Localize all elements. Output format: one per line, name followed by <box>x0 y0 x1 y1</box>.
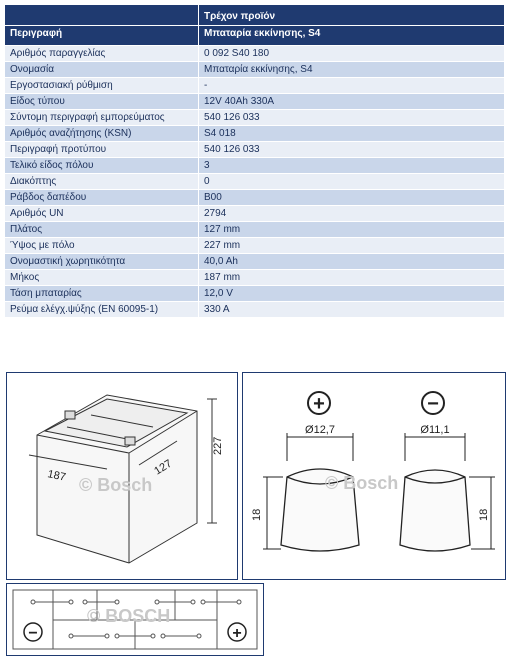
layout-drawing-panel <box>6 583 264 656</box>
row-label: Τελικό είδος πόλου <box>5 158 199 174</box>
watermark: © BOSCH <box>87 606 171 626</box>
table-row <box>5 46 505 62</box>
minus-symbol: − <box>427 393 439 415</box>
table-row <box>5 254 505 270</box>
table-row <box>5 190 505 206</box>
row-value: 0 <box>199 174 505 190</box>
table-row <box>5 174 505 190</box>
row-label: Ράβδος δαπέδου <box>5 190 199 206</box>
row-value: - <box>199 78 505 94</box>
row-label: Ονομασία <box>5 62 199 78</box>
row-label: Ρεύμα ελέγχ.ψύξης (EN 60095-1) <box>5 302 199 318</box>
dim-width-label: 127 <box>152 457 175 478</box>
row-value: B00 <box>199 190 505 206</box>
row-value: 330 A <box>199 302 505 318</box>
row-label: Τάση μπαταρίας <box>5 286 199 302</box>
header-label-spacer <box>5 5 199 26</box>
table-row <box>5 206 505 222</box>
table-row <box>5 62 505 78</box>
row-value: 0 092 S40 180 <box>199 46 505 62</box>
table-row <box>5 142 505 158</box>
table-row <box>5 302 505 318</box>
table-header-row-2 <box>5 26 505 46</box>
dim-length-label: 187 <box>46 468 67 484</box>
row-label: Πλάτος <box>5 222 199 238</box>
layout-minus-symbol: − <box>28 625 38 642</box>
battery-drawing-panel <box>6 372 238 580</box>
row-value: 3 <box>199 158 505 174</box>
watermark: © Bosch <box>325 473 399 493</box>
row-label: Περιγραφή προτύπου <box>5 142 199 158</box>
dim-height-label: 227 <box>212 436 224 455</box>
table-row <box>5 238 505 254</box>
plus-diameter-label: Ø12,7 <box>305 424 335 436</box>
header-product-line2: Μπαταρία εκκίνησης, S4 <box>199 26 505 46</box>
row-label: Εργοστασιακή ρύθμιση <box>5 78 199 94</box>
row-label: Ονομαστική χωρητικότητα <box>5 254 199 270</box>
row-label: Είδος τύπου <box>5 94 199 110</box>
row-label: Αριθμός παραγγελίας <box>5 46 199 62</box>
row-label: Ύψος με πόλο <box>5 238 199 254</box>
row-value: 127 mm <box>199 222 505 238</box>
header-product-line1: Τρέχον προϊόν <box>199 5 505 26</box>
terminal-drawing-panel <box>242 372 506 580</box>
row-value: 540 126 033 <box>199 142 505 158</box>
row-label: Σύντομη περιγραφή εμπορεύματος <box>5 110 199 126</box>
layout-drawing <box>7 584 263 655</box>
table-header-row-1 <box>5 5 505 26</box>
table-row <box>5 158 505 174</box>
table-row <box>5 94 505 110</box>
minus-height-label: 18 <box>478 508 490 521</box>
terminal-drawing <box>243 373 505 579</box>
watermark: © Bosch <box>79 475 153 495</box>
plus-height-label: 18 <box>251 508 263 521</box>
spec-table <box>4 4 505 318</box>
row-value: Μπαταρία εκκίνησης, S4 <box>199 62 505 78</box>
plus-symbol: + <box>313 393 325 415</box>
minus-diameter-label: Ø11,1 <box>420 424 450 436</box>
row-value: 540 126 033 <box>199 110 505 126</box>
table-row <box>5 222 505 238</box>
table-row <box>5 270 505 286</box>
table-row <box>5 78 505 94</box>
row-value: 40,0 Ah <box>199 254 505 270</box>
row-value: 12,0 V <box>199 286 505 302</box>
table-row <box>5 126 505 142</box>
row-value: 187 mm <box>199 270 505 286</box>
table-row <box>5 110 505 126</box>
row-value: 227 mm <box>199 238 505 254</box>
row-value: 2794 <box>199 206 505 222</box>
battery-drawing <box>7 373 237 579</box>
layout-plus-symbol: + <box>232 625 242 642</box>
row-label: Διακόπτης <box>5 174 199 190</box>
row-label: Μήκος <box>5 270 199 286</box>
row-value: S4 018 <box>199 126 505 142</box>
row-label: Αριθμός UN <box>5 206 199 222</box>
row-value: 12V 40Ah 330A <box>199 94 505 110</box>
table-row <box>5 286 505 302</box>
header-label-col: Περιγραφή <box>5 26 199 46</box>
row-label: Αριθμός αναζήτησης (KSN) <box>5 126 199 142</box>
